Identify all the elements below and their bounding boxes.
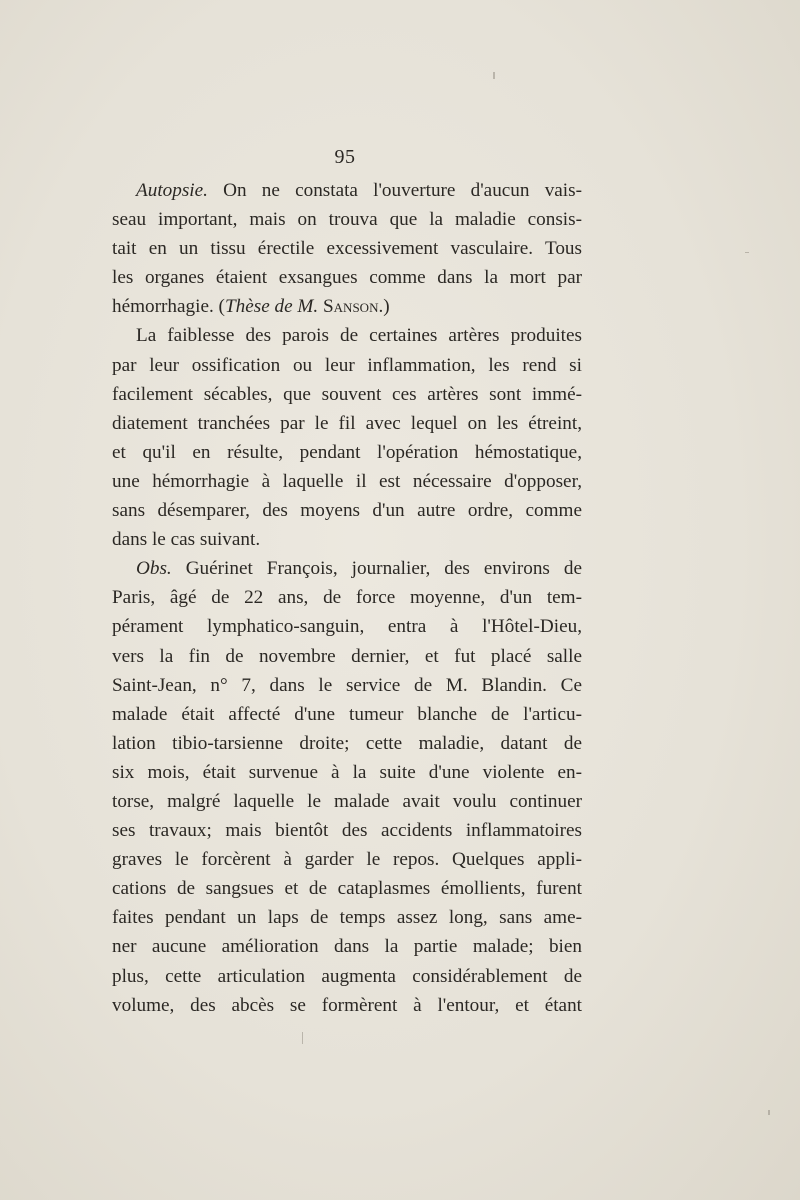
text-line: La faiblesse des parois de certaines artères produites <box>136 325 582 347</box>
page-number: 95 <box>334 146 356 168</box>
text-line: une hémorrhagie à laquelle il est nécessaire d'opposer, <box>112 470 582 492</box>
paper-speck <box>302 1032 303 1044</box>
text-line: hémorrhagie. (Thèse de M. Sanson.) <box>112 296 390 318</box>
text-line: par leur ossification ou leur inflammation, les rend si <box>112 354 582 376</box>
paper-speck <box>745 252 749 253</box>
text-line: volume, des abcès se formèrent à l'entour, et étant <box>112 994 582 1016</box>
paragraph-autopsie <box>112 176 582 321</box>
text-line: Obs. Guérinet François, journalier, des environs de <box>136 558 582 580</box>
paper-speck <box>493 72 495 79</box>
text-line: diatement tranchées par le fil avec lequel on les étreint, <box>112 412 582 434</box>
text-line: tait en un tissu érectile excessivement vasculaire. Tous <box>112 238 582 260</box>
text-line: cations de sangsues et de cataplasmes émollients, furent <box>112 878 582 900</box>
text-line: pérament lymphatico-sanguin, entra à l'Hôtel-Dieu, <box>112 616 582 638</box>
text-line: six mois, était survenue à la suite d'une violente en- <box>112 761 582 783</box>
text-line: Saint-Jean, n° 7, dans le service de M. Blandin. Ce <box>112 674 582 696</box>
text-line: Paris, âgé de 22 ans, de force moyenne, d'un tem- <box>112 587 582 609</box>
citation-title: Thèse de M. <box>224 296 319 318</box>
text-line: les organes étaient exsangues comme dans la mort par <box>112 267 582 289</box>
text-line: dans le cas suivant. <box>112 529 261 551</box>
text-line: lation tibio-tarsienne droite; cette maladie, datant de <box>112 732 582 754</box>
text-line: vers la fin de novembre dernier, et fut placé salle <box>112 645 582 667</box>
text-line: malade était affecté d'une tumeur blanche de l'articu- <box>112 703 582 725</box>
text-line: graves le forcèrent à garder le repos. Quelques appli- <box>112 849 582 871</box>
paragraph-observation <box>112 554 582 1020</box>
text-line: torse, malgré laquelle le malade avait voulu continuer <box>112 790 582 812</box>
text-line: plus, cette articulation augmenta considérablement de <box>112 965 582 987</box>
text-line: ner aucune amélioration dans la partie malade; bien <box>112 936 582 958</box>
text-line: ses travaux; mais bientôt des accidents inflammatoires <box>112 820 582 842</box>
text-line: facilement sécables, que souvent ces artères sont immé- <box>112 383 582 405</box>
paper-speck <box>768 1110 770 1115</box>
paragraph-faiblesse <box>112 321 582 554</box>
text-line: faites pendant un laps de temps assez long, sans ame- <box>112 907 582 929</box>
text-line: Autopsie. On ne constata l'ouverture d'aucun vais- <box>136 180 582 201</box>
citation-author: Sanson <box>318 296 379 318</box>
section-lead: Obs. <box>136 558 172 580</box>
text-line: sans désemparer, des moyens d'un autre ordre, comme <box>112 500 582 522</box>
body-text <box>112 176 582 1020</box>
text-line: et qu'il en résulte, pendant l'opération hémostatique, <box>112 441 582 463</box>
section-lead: Autopsie. <box>136 180 208 201</box>
text-line: seau important, mais on trouva que la maladie consis- <box>112 209 582 231</box>
